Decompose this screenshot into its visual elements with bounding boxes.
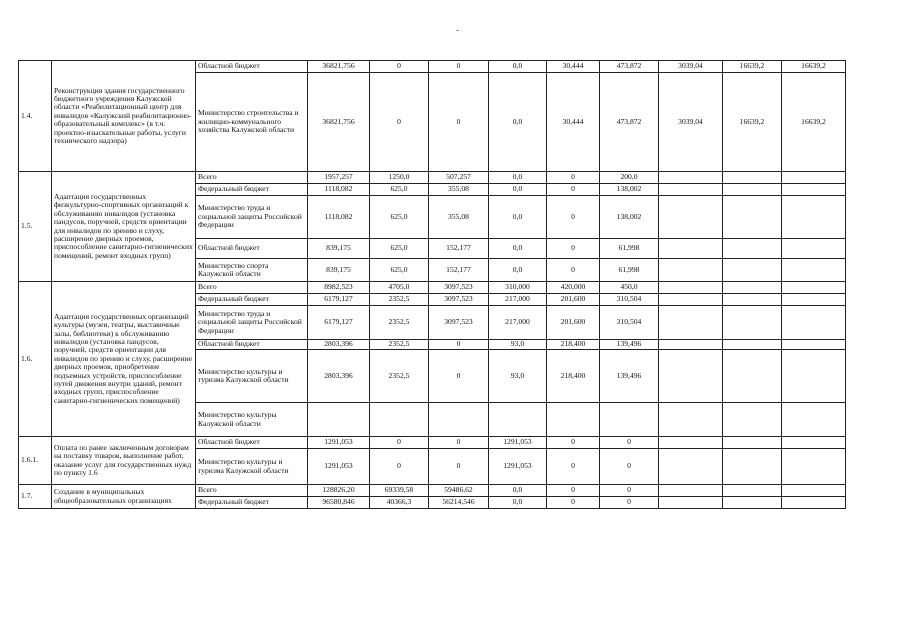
amount-year-6 xyxy=(659,172,723,184)
amount-year-6: 3039,04 xyxy=(659,73,723,172)
amount-year-1: 2352,5 xyxy=(370,340,429,350)
funding-source: Министерство культуры Калужской области xyxy=(196,403,308,437)
amount-year-7: 16639,2 xyxy=(723,73,782,172)
amount-year-4: 0 xyxy=(547,239,600,259)
amount-year-8 xyxy=(782,485,846,497)
amount-year-7 xyxy=(723,196,782,239)
amount-year-4: 201,600 xyxy=(547,306,600,340)
amount-year-7 xyxy=(723,340,782,350)
funding-source: Федеральный бюджет xyxy=(196,184,308,196)
amount-year-6: 3039,04 xyxy=(659,61,723,73)
item-description: Реконструкция здания государственного бюджетного учреждения Калужской области «Реабилитационный центр для инвалидов «Калужский реабилитационно-образовательный комплекс» (в т.ч. проектно-изыскательные работы, услуги технического надзора) xyxy=(52,61,196,172)
amount-year-2: 56214,546 xyxy=(429,497,489,509)
amount-year-2: 355,08 xyxy=(429,196,489,239)
amount-year-7 xyxy=(723,497,782,509)
amount-year-8 xyxy=(782,294,846,306)
amount-year-2: 0 xyxy=(429,449,489,485)
item-description: Создание в муниципальных общеобразовательных организациях xyxy=(52,485,196,509)
amount-year-2: 59486,62 xyxy=(429,485,489,497)
funding-source: Областной бюджет xyxy=(196,340,308,350)
amount-year-7 xyxy=(723,306,782,340)
funding-source: Областной бюджет xyxy=(196,61,308,73)
amount-year-5: 450,0 xyxy=(600,282,659,294)
amount-year-5: 0 xyxy=(600,485,659,497)
amount-year-8 xyxy=(782,184,846,196)
amount-year-2: 0 xyxy=(429,350,489,403)
scan-mark xyxy=(456,30,459,31)
amount-total: 6179,127 xyxy=(308,294,370,306)
amount-year-6 xyxy=(659,485,723,497)
amount-year-1: 625,0 xyxy=(370,259,429,282)
amount-year-5: 139,496 xyxy=(600,340,659,350)
amount-year-8 xyxy=(782,497,846,509)
amount-year-3: 0,0 xyxy=(489,184,547,196)
amount-year-3: 310,000 xyxy=(489,282,547,294)
item-number: 1.5. xyxy=(19,172,52,282)
table-row xyxy=(19,485,846,497)
table-row xyxy=(19,172,846,184)
funding-source: Министерство культуры и туризма Калужской области xyxy=(196,350,308,403)
amount-year-1: 625,0 xyxy=(370,239,429,259)
amount-year-7 xyxy=(723,259,782,282)
budget-table xyxy=(18,60,846,509)
amount-year-5: 61,998 xyxy=(600,259,659,282)
amount-year-6 xyxy=(659,437,723,449)
amount-total: 1118,082 xyxy=(308,196,370,239)
amount-year-4: 201,600 xyxy=(547,294,600,306)
amount-year-7 xyxy=(723,184,782,196)
amount-year-8: 16639,2 xyxy=(782,73,846,172)
amount-year-6 xyxy=(659,239,723,259)
amount-year-2: 0 xyxy=(429,61,489,73)
amount-year-4: 0 xyxy=(547,497,600,509)
amount-year-2: 152,177 xyxy=(429,239,489,259)
amount-total: 36821,756 xyxy=(308,73,370,172)
amount-year-3: 93,0 xyxy=(489,350,547,403)
amount-year-8 xyxy=(782,196,846,239)
amount-year-8 xyxy=(782,403,846,437)
amount-year-4: 420,000 xyxy=(547,282,600,294)
amount-year-7 xyxy=(723,485,782,497)
amount-year-3: 93,0 xyxy=(489,340,547,350)
amount-year-1: 625,0 xyxy=(370,184,429,196)
amount-year-4: 0 xyxy=(547,449,600,485)
amount-year-2: 355,08 xyxy=(429,184,489,196)
amount-year-3: 217,000 xyxy=(489,294,547,306)
amount-year-3: 0,0 xyxy=(489,73,547,172)
table-row xyxy=(19,282,846,294)
amount-year-4: 0 xyxy=(547,172,600,184)
amount-year-7 xyxy=(723,437,782,449)
amount-year-7 xyxy=(723,294,782,306)
amount-year-3: 0,0 xyxy=(489,61,547,73)
funding-source: Министерство труда и социальной защиты Российской Федерации xyxy=(196,196,308,239)
item-description: Адаптация государственных организаций культуры (музеи, театры, выставочные залы, библиотеки) к обслуживанию инвалидов (установка пандусов, поручней, средств ориентации для инвалидов по зрению и слуху, расширение дверных проемов, приобретение подъемных устройств, приспособление путей движения внутри зданий, ремонт входных групп, приспособление санитарно-гигиенических помещений) xyxy=(52,282,196,437)
amount-year-5: 473,872 xyxy=(600,61,659,73)
amount-year-1: 625,0 xyxy=(370,196,429,239)
amount-total xyxy=(308,403,370,437)
amount-total: 1291,053 xyxy=(308,449,370,485)
funding-source: Областной бюджет xyxy=(196,437,308,449)
amount-year-1: 0 xyxy=(370,61,429,73)
amount-year-3: 0,0 xyxy=(489,485,547,497)
amount-year-3 xyxy=(489,403,547,437)
amount-year-2: 3097,523 xyxy=(429,282,489,294)
amount-year-8 xyxy=(782,340,846,350)
amount-year-5: 200,0 xyxy=(600,172,659,184)
amount-year-5: 0 xyxy=(600,449,659,485)
amount-year-4 xyxy=(547,403,600,437)
amount-year-5: 138,002 xyxy=(600,184,659,196)
amount-year-6 xyxy=(659,497,723,509)
amount-year-5: 473,872 xyxy=(600,73,659,172)
amount-total: 839,175 xyxy=(308,259,370,282)
amount-year-2 xyxy=(429,403,489,437)
funding-source: Министерство труда и социальной защиты Российской Федерации xyxy=(196,306,308,340)
amount-year-2: 3097,523 xyxy=(429,294,489,306)
amount-total: 128826,20 xyxy=(308,485,370,497)
amount-year-2: 152,177 xyxy=(429,259,489,282)
amount-year-3: 0,0 xyxy=(489,196,547,239)
amount-total: 1291,053 xyxy=(308,437,370,449)
amount-total: 6179,127 xyxy=(308,306,370,340)
funding-source: Всего xyxy=(196,485,308,497)
amount-year-6 xyxy=(659,282,723,294)
amount-year-8: 16639,2 xyxy=(782,61,846,73)
amount-total: 36821,756 xyxy=(308,61,370,73)
amount-year-7 xyxy=(723,403,782,437)
amount-year-6 xyxy=(659,340,723,350)
amount-year-5: 310,504 xyxy=(600,294,659,306)
amount-year-5: 61,998 xyxy=(600,239,659,259)
amount-year-8 xyxy=(782,437,846,449)
amount-year-1: 40366,3 xyxy=(370,497,429,509)
item-number: 1.6.1. xyxy=(19,437,52,485)
table-body xyxy=(19,61,846,509)
amount-year-2: 0 xyxy=(429,437,489,449)
amount-year-7 xyxy=(723,282,782,294)
amount-year-3: 0,0 xyxy=(489,239,547,259)
amount-year-4: 218,400 xyxy=(547,340,600,350)
amount-year-5: 138,002 xyxy=(600,196,659,239)
amount-total: 2803,396 xyxy=(308,340,370,350)
amount-year-4: 0 xyxy=(547,485,600,497)
amount-total: 2803,396 xyxy=(308,350,370,403)
amount-year-3: 1291,053 xyxy=(489,449,547,485)
amount-year-2: 3097,523 xyxy=(429,306,489,340)
amount-year-2: 0 xyxy=(429,340,489,350)
amount-year-3: 0,0 xyxy=(489,497,547,509)
item-number: 1.6. xyxy=(19,282,52,437)
amount-year-5: 0 xyxy=(600,437,659,449)
amount-year-1: 1250,0 xyxy=(370,172,429,184)
amount-year-2: 507,257 xyxy=(429,172,489,184)
amount-year-6 xyxy=(659,449,723,485)
amount-year-4: 0 xyxy=(547,196,600,239)
amount-total: 96580,846 xyxy=(308,497,370,509)
amount-year-5: 0 xyxy=(600,497,659,509)
item-number: 1.4. xyxy=(19,61,52,172)
amount-year-6 xyxy=(659,259,723,282)
amount-year-4: 0 xyxy=(547,437,600,449)
amount-year-7 xyxy=(723,239,782,259)
funding-source: Всего xyxy=(196,282,308,294)
amount-year-4: 218,400 xyxy=(547,350,600,403)
amount-total: 8982,523 xyxy=(308,282,370,294)
amount-year-1: 4705,0 xyxy=(370,282,429,294)
amount-year-6 xyxy=(659,403,723,437)
amount-year-6 xyxy=(659,294,723,306)
funding-source: Министерство строительства и жилищно-коммунального хозяйства Калужской области xyxy=(196,73,308,172)
amount-year-1 xyxy=(370,403,429,437)
amount-year-8 xyxy=(782,259,846,282)
amount-total: 1118,082 xyxy=(308,184,370,196)
funding-source: Министерство спорта Калужской области xyxy=(196,259,308,282)
amount-year-8 xyxy=(782,239,846,259)
funding-source: Областной бюджет xyxy=(196,239,308,259)
amount-year-4: 0 xyxy=(547,184,600,196)
amount-year-7 xyxy=(723,449,782,485)
amount-year-6 xyxy=(659,350,723,403)
amount-year-2: 0 xyxy=(429,73,489,172)
amount-year-6 xyxy=(659,306,723,340)
table-row xyxy=(19,61,846,73)
amount-year-5: 310,504 xyxy=(600,306,659,340)
item-description: Оплата по ранее заключенным договорам на поставку товаров, выполнение работ, оказание услуг для государственных нужд по пункту 1.6 xyxy=(52,437,196,485)
amount-year-1: 0 xyxy=(370,449,429,485)
item-number: 1.7. xyxy=(19,485,52,509)
amount-year-1: 0 xyxy=(370,437,429,449)
amount-year-7 xyxy=(723,350,782,403)
amount-year-4: 0 xyxy=(547,259,600,282)
amount-year-3: 217,000 xyxy=(489,306,547,340)
amount-year-8 xyxy=(782,449,846,485)
amount-year-4: 30,444 xyxy=(547,73,600,172)
amount-year-5 xyxy=(600,403,659,437)
amount-total: 839,175 xyxy=(308,239,370,259)
amount-year-1: 2352,5 xyxy=(370,294,429,306)
funding-source: Всего xyxy=(196,172,308,184)
amount-year-8 xyxy=(782,172,846,184)
amount-year-8 xyxy=(782,282,846,294)
amount-year-1: 69339,58 xyxy=(370,485,429,497)
funding-source: Федеральный бюджет xyxy=(196,294,308,306)
amount-year-5: 139,496 xyxy=(600,350,659,403)
amount-year-3: 0,0 xyxy=(489,259,547,282)
amount-year-7: 16639,2 xyxy=(723,61,782,73)
amount-year-7 xyxy=(723,172,782,184)
funding-source: Министерство культуры и туризма Калужской области xyxy=(196,449,308,485)
amount-year-1: 2352,5 xyxy=(370,350,429,403)
amount-year-1: 0 xyxy=(370,73,429,172)
amount-year-3: 1291,053 xyxy=(489,437,547,449)
amount-year-6 xyxy=(659,196,723,239)
amount-total: 1957,257 xyxy=(308,172,370,184)
amount-year-4: 30,444 xyxy=(547,61,600,73)
amount-year-3: 0,0 xyxy=(489,172,547,184)
funding-source: Федеральный бюджет xyxy=(196,497,308,509)
item-description: Адаптация государственных физкультурно-спортивных организаций к обслуживанию инвалидов (установка пандусов, поручней, средств ориентации для инвалидов по зрению и слуху, расширение дверных проемов, приспособление санитарно-гигиенических помещений, ремонт входных групп) xyxy=(52,172,196,282)
amount-year-6 xyxy=(659,184,723,196)
amount-year-8 xyxy=(782,350,846,403)
amount-year-1: 2352,5 xyxy=(370,306,429,340)
table-row xyxy=(19,437,846,449)
amount-year-8 xyxy=(782,306,846,340)
